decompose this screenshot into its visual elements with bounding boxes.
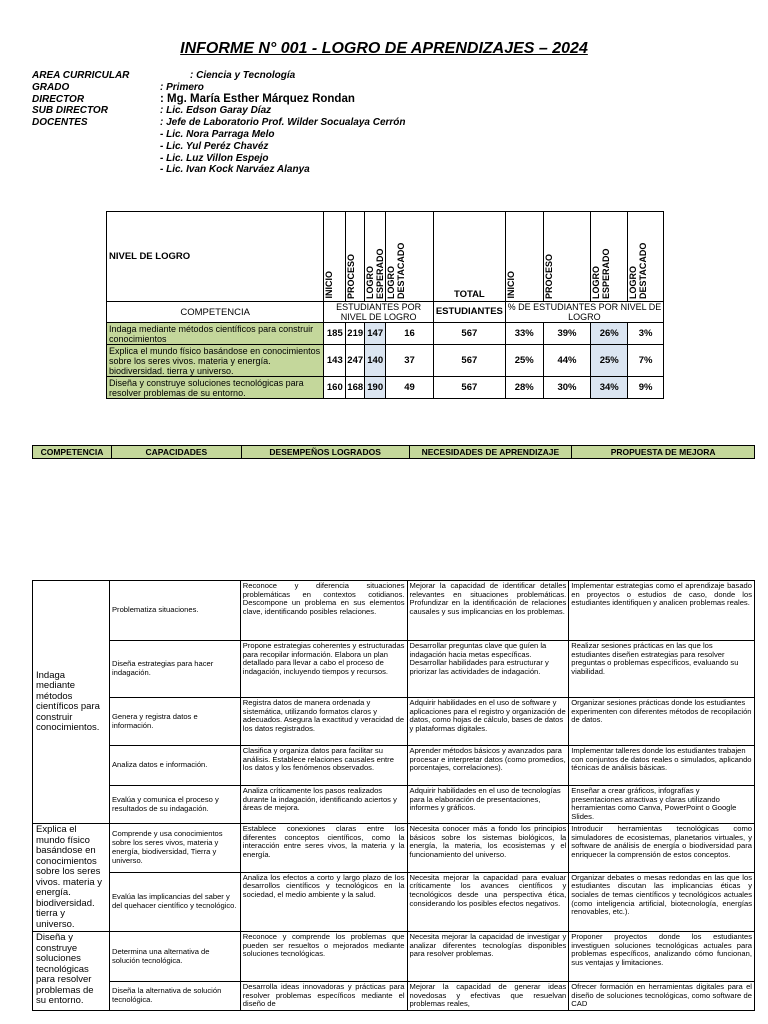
- detail-nec: Mejorar la capacidad de identificar detalles relevantes en situaciones problemáticas. Profundizar en la identificación de relaciones causales y sus implicancias en los problemas.: [407, 581, 569, 641]
- col-p-inicio: INICIO: [505, 271, 516, 299]
- level-esperado: 140: [365, 345, 386, 377]
- detail-pro: Implementar estrategias como el aprendizaje basado en proyectos o estudios de caso, donde los estudiantes identifiquen y analicen problemas reales.: [569, 581, 755, 641]
- level-inicio: 143: [324, 345, 346, 377]
- level-p-inicio: 25%: [505, 345, 543, 377]
- level-p-proceso: 30%: [543, 377, 591, 399]
- detail-pro: Proponer proyectos donde los estudiantes investiguen soluciones tecnológicas actuales para problemas específicos, analizando cómo funcionan, sus ventajas y limitaciones.: [569, 932, 755, 982]
- detail-des: Analiza los efectos a corto y largo plazo de los desarrollos científicos y tecnológicos en la sociedad, el medio ambiente y la salud.: [240, 872, 407, 931]
- level-inicio: 160: [324, 377, 346, 399]
- total-estudiantes-header: ESTUDIANTES: [433, 302, 505, 323]
- detail-des: Establece conexiones claras entre los diferentes conceptos científicos, como la interacción entre seres vivos, la materia y la energía.: [240, 824, 407, 873]
- table-row: [33, 824, 755, 873]
- estudiantes-header: ESTUDIANTES POR NIVEL DE LOGRO: [324, 302, 434, 323]
- detail-des: Reconoce y diferencia situaciones problemáticas en contextos cotidianos. Descompone un problema en sus elementos clave, identificando posibles relaciones.: [240, 581, 407, 641]
- subdirector-label: SUB DIRECTOR: [32, 105, 108, 117]
- detail-pro: Enseñar a crear gráficos, infografías y presentaciones atractivas y claras utilizando herramientas como Canva, PowerPoint o Google Slides.: [569, 786, 755, 824]
- report-title: INFORME N° 001 - LOGRO DE APRENDIZAJES – 2024: [180, 40, 588, 57]
- level-proceso: 168: [346, 377, 365, 399]
- detail-des: Reconoce y comprende los problemas que pueden ser resueltos o mejorados mediante soluciones tecnológicas.: [240, 932, 407, 982]
- table-row: [33, 982, 755, 1011]
- director-label: DIRECTOR: [32, 93, 85, 105]
- level-competencia: Indaga mediante métodos científicos para construir conocimientos: [107, 323, 324, 345]
- detail-comp-3: Diseña y construye soluciones tecnológicas para resolver problemas de su entorno.: [33, 932, 110, 1011]
- area-value: : Ciencia y Tecnología: [190, 70, 296, 81]
- level-table: [106, 211, 664, 399]
- col-p-proceso: PROCESO: [543, 253, 554, 299]
- level-p-esperado: 25%: [591, 345, 628, 377]
- table-row: [33, 932, 755, 982]
- detail-nec: Necesita mejorar la capacidad de investigar y analizar diferentes tecnologías disponibles para resolver problemas.: [407, 932, 569, 982]
- level-p-destacado: 3%: [628, 323, 664, 345]
- detail-cap: Determina una alternativa de solución tecnológica.: [109, 932, 240, 982]
- subdirector-value: : Lic. Edson Garay Díaz: [160, 105, 272, 117]
- level-row: [107, 377, 664, 399]
- level-destacado: 16: [386, 323, 434, 345]
- detail-nec: Necesita mejorar la capacidad para evaluar críticamente los avances científicos y tecnológicos desde una perspectiva ética, considerando los posibles efectos negativos.: [407, 872, 569, 931]
- nivel-logro-label: NIVEL DE LOGRO: [107, 212, 324, 302]
- detail-cap: Diseña estrategias para hacer indagación.: [109, 641, 240, 698]
- bar-competencia: COMPETENCIA: [33, 446, 112, 459]
- level-total: 567: [433, 345, 505, 377]
- director-value: : Mg. María Esther Márquez Rondan: [160, 92, 355, 105]
- docente-3: - Lic. Luz Villon Espejo: [160, 152, 269, 164]
- detail-nec: Desarrollar preguntas clave que guíen la indagación hacia metas específicas. Desarrollar habilidades para estructurar y priorizar las actividades de indagación.: [407, 641, 569, 698]
- level-destacado: 49: [386, 377, 434, 399]
- level-row: [107, 323, 664, 345]
- level-p-proceso: 39%: [543, 323, 591, 345]
- col-proceso: PROCESO: [346, 253, 357, 299]
- detail-pro: Ofrecer formación en herramientas digitales para el diseño de soluciones tecnológicas, como software de CAD: [569, 982, 755, 1011]
- level-p-proceso: 44%: [543, 345, 591, 377]
- competencia-header: COMPETENCIA: [107, 302, 324, 323]
- detail-nec: Necesita conocer más a fondo los principios básicos sobre los sistemas biológicos, la energía, la materia, los ecosistemas y el funcionamiento del universo.: [407, 824, 569, 873]
- grado-label: GRADO: [32, 81, 70, 93]
- detail-cap: Genera y registra datos e información.: [109, 698, 240, 746]
- report-info: [32, 70, 406, 176]
- detail-des: Propone estrategias coherentes y estructuradas para recopilar información. Elabora un plan detallado para llevar a cabo el proceso de indagación, incluyendo tiempos y recursos.: [240, 641, 407, 698]
- bar-desempenos: DESEMPEÑOS LOGRADOS: [241, 446, 409, 459]
- col-inicio: INICIO: [324, 271, 335, 299]
- detail-pro: Realizar sesiones prácticas en las que los estudiantes diseñen estrategias para resolver preguntas o problemas específicos, evaluando su viabilidad.: [569, 641, 755, 698]
- detail-cap: Analiza datos e información.: [109, 746, 240, 786]
- level-destacado: 37: [386, 345, 434, 377]
- col-p-logro-esperado: LOGRO ESPERADO: [591, 248, 612, 299]
- bar-necesidades: NECESIDADES DE APRENDIZAJE: [409, 446, 572, 459]
- detail-cap: Evalúa y comunica el proceso y resultados de su indagación.: [109, 786, 240, 824]
- level-p-inicio: 28%: [505, 377, 543, 399]
- detail-nec: Adquirir habilidades en el uso de software y aplicaciones para el registro y organización de datos, como hojas de cálculo, bases de datos y plataformas digitales.: [407, 698, 569, 746]
- level-p-esperado: 26%: [591, 323, 628, 345]
- table-row: [33, 746, 755, 786]
- detail-des: Desarrolla ideas innovadoras y prácticas para resolver problemas específicos mediante el diseño de: [240, 982, 407, 1011]
- detail-nec: Adquirir habilidades en el uso de tecnologías para la elaboración de presentaciones, informes y gráficos.: [407, 786, 569, 824]
- bar-propuesta: PROPUESTA DE MEJORA: [572, 446, 755, 459]
- level-competencia: Explica el mundo físico basándose en conocimientos sobre los seres vivos. materia y energía. biodiversidad. tierra y universo.: [107, 345, 324, 377]
- detail-des: Registra datos de manera ordenada y sistemática, utilizando formatos claros y adecuados. Asegura la exactitud y veracidad de los datos registrados.: [240, 698, 407, 746]
- detail-cap: Comprende y usa conocimientos sobre los seres vivos, materia y energía, biodiversidad, Tierra y universo.: [109, 824, 240, 873]
- docente-4: - Lic. Ivan Kock Narváez Alanya: [160, 164, 310, 176]
- col-total: TOTAL: [453, 289, 485, 300]
- docente-2: - Lic. Yul Peréz Chavéz: [160, 140, 269, 152]
- level-p-inicio: 33%: [505, 323, 543, 345]
- area-label: AREA CURRICULAR: [32, 70, 130, 81]
- level-p-destacado: 9%: [628, 377, 664, 399]
- level-proceso: 219: [346, 323, 365, 345]
- col-logro-destacado: LOGRO DESTACADO: [386, 242, 407, 299]
- level-esperado: 190: [365, 377, 386, 399]
- detail-comp-1: Indaga mediante métodos científicos para construir conocimientos.: [33, 581, 110, 824]
- detail-pro: Organizar sesiones prácticas donde los estudiantes experimenten con diferentes métodos de recopilación de datos.: [569, 698, 755, 746]
- table-row: [33, 698, 755, 746]
- level-p-destacado: 7%: [628, 345, 664, 377]
- competence-header-bar: [32, 445, 755, 459]
- detail-cap: Problematiza situaciones.: [109, 581, 240, 641]
- level-inicio: 185: [324, 323, 346, 345]
- level-total: 567: [433, 323, 505, 345]
- docentes-label: DOCENTES: [32, 117, 88, 129]
- docente-1: - Lic. Nora Parraga Melo: [160, 128, 275, 140]
- detail-nec: Mejorar la capacidad de generar ideas novedosas y efectivas que resuelvan problemas reales,: [407, 982, 569, 1011]
- level-proceso: 247: [346, 345, 365, 377]
- table-row: [33, 872, 755, 931]
- detail-comp-2: Explica el mundo físico basándose en conocimientos sobre los seres vivos. materia y energía. biodiversidad. tierra y universo.: [33, 824, 110, 932]
- grado-value: : Primero: [160, 81, 204, 93]
- table-row: [33, 786, 755, 824]
- col-logro-esperado: LOGRO ESPERADO: [365, 248, 386, 299]
- detail-pro: Introducir herramientas tecnológicas como simuladores de ecosistemas, planetarios virtuales, y software de análisis de energía o biodiversidad para enriquecer la comprensión de estos conceptos.: [569, 824, 755, 873]
- level-esperado: 147: [365, 323, 386, 345]
- detail-table: [32, 580, 755, 1011]
- detail-nec: Aprender métodos básicos y avanzados para procesar e interpretar datos (como promedios, porcentajes, correlaciones).: [407, 746, 569, 786]
- porcentaje-header: % DE ESTUDIANTES POR NIVEL DE LOGRO: [505, 302, 663, 323]
- level-total: 567: [433, 377, 505, 399]
- detail-pro: Organizar debates o mesas redondas en las que los estudiantes discutan las implicancias éticas y sociales de temas científicos y tecnológicos actuales (como inteligencia artificial, biotecnología, energías renovables, etc.).: [569, 872, 755, 931]
- detail-des: Clasifica y organiza datos para facilitar su análisis. Establece relaciones causales entre los datos y los fenómenos observados.: [240, 746, 407, 786]
- bar-capacidades: CAPACIDADES: [111, 446, 241, 459]
- detail-cap: Diseña la alternativa de solución tecnológica.: [109, 982, 240, 1011]
- table-row: [33, 581, 755, 641]
- level-p-esperado: 34%: [591, 377, 628, 399]
- col-p-logro-destacado: LOGRO DESTACADO: [628, 242, 649, 299]
- table-row: [33, 641, 755, 698]
- detail-des: Analiza críticamente los pasos realizados durante la indagación, identificando aciertos y áreas de mejora.: [240, 786, 407, 824]
- docente-0: : Jefe de Laboratorio Prof. Wilder Socualaya Cerrón: [160, 117, 406, 129]
- detail-cap: Evalúa las implicancias del saber y del quehacer científico y tecnológico.: [109, 872, 240, 931]
- level-row: [107, 345, 664, 377]
- level-competencia: Diseña y construye soluciones tecnológicas para resolver problemas de su entorno.: [107, 377, 324, 399]
- detail-pro: Implementar talleres donde los estudiantes trabajen con conjuntos de datos reales o simulados, aplicando técnicas de análisis básicas.: [569, 746, 755, 786]
